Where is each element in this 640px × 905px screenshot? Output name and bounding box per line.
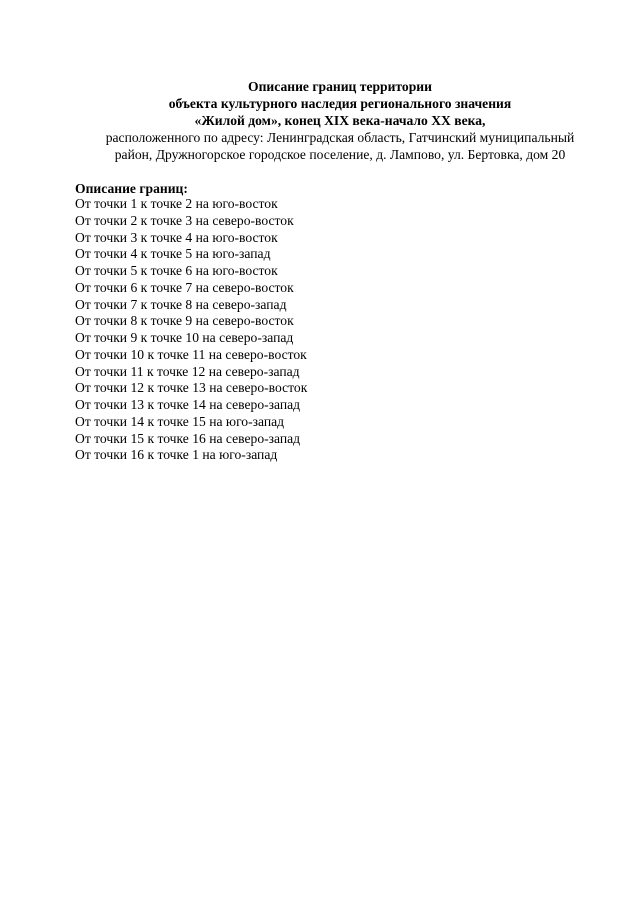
title-line: объекта культурного наследия регионального значения [168,96,512,111]
boundary-segment: От точки 8 к точке 9 на северо-восток [75,313,294,329]
title-line: Описание границ территории [248,79,432,94]
boundary-segment: От точки 9 к точке 10 на северо-запад [75,330,294,345]
boundary-segment: От точки 7 к точке 8 на северо-запад [75,296,287,312]
boundary-segment-list [75,196,307,464]
boundary-segment: От точки 4 к точке 5 на юго-запад [75,246,271,262]
section-title: Описание границ: [75,181,188,196]
boundary-segment: От точки 5 к точке 6 на юго-восток [75,263,278,278]
address-line: район, Дружногорское городское поселение, д. Лампово, ул. Бертовка, дом 20 [114,147,566,162]
boundary-segment: От точки 2 к точке 3 на северо-восток [75,212,294,228]
boundary-segment: От точки 15 к точке 16 на северо-запад [75,430,301,446]
boundary-segment: От точки 16 к точке 1 на юго-запад [75,447,278,463]
boundary-segment: От точки 6 к точке 7 на северо-восток [75,279,294,295]
title-line: «Жилой дом», конец XIX века-начало XX века, [194,113,486,128]
document-header [40,78,640,163]
boundary-segment: От точки 13 к точке 14 на северо-запад [75,397,301,412]
address-line: расположенного по адресу: Ленинградская область, Гатчинский муниципальный [105,130,575,145]
boundary-segment: От точки 11 к точке 12 на северо-запад [75,363,300,379]
boundary-segment: От точки 14 к точке 15 на юго-запад [75,413,285,429]
boundary-segment: От точки 3 к точке 4 на юго-восток [75,229,278,245]
boundary-segment: От точки 10 к точке 11 на северо-восток [75,346,307,362]
boundary-segment: От точки 12 к точке 13 на северо-восток [75,380,308,396]
boundary-segment: От точки 1 к точке 2 на юго-восток [75,196,278,211]
